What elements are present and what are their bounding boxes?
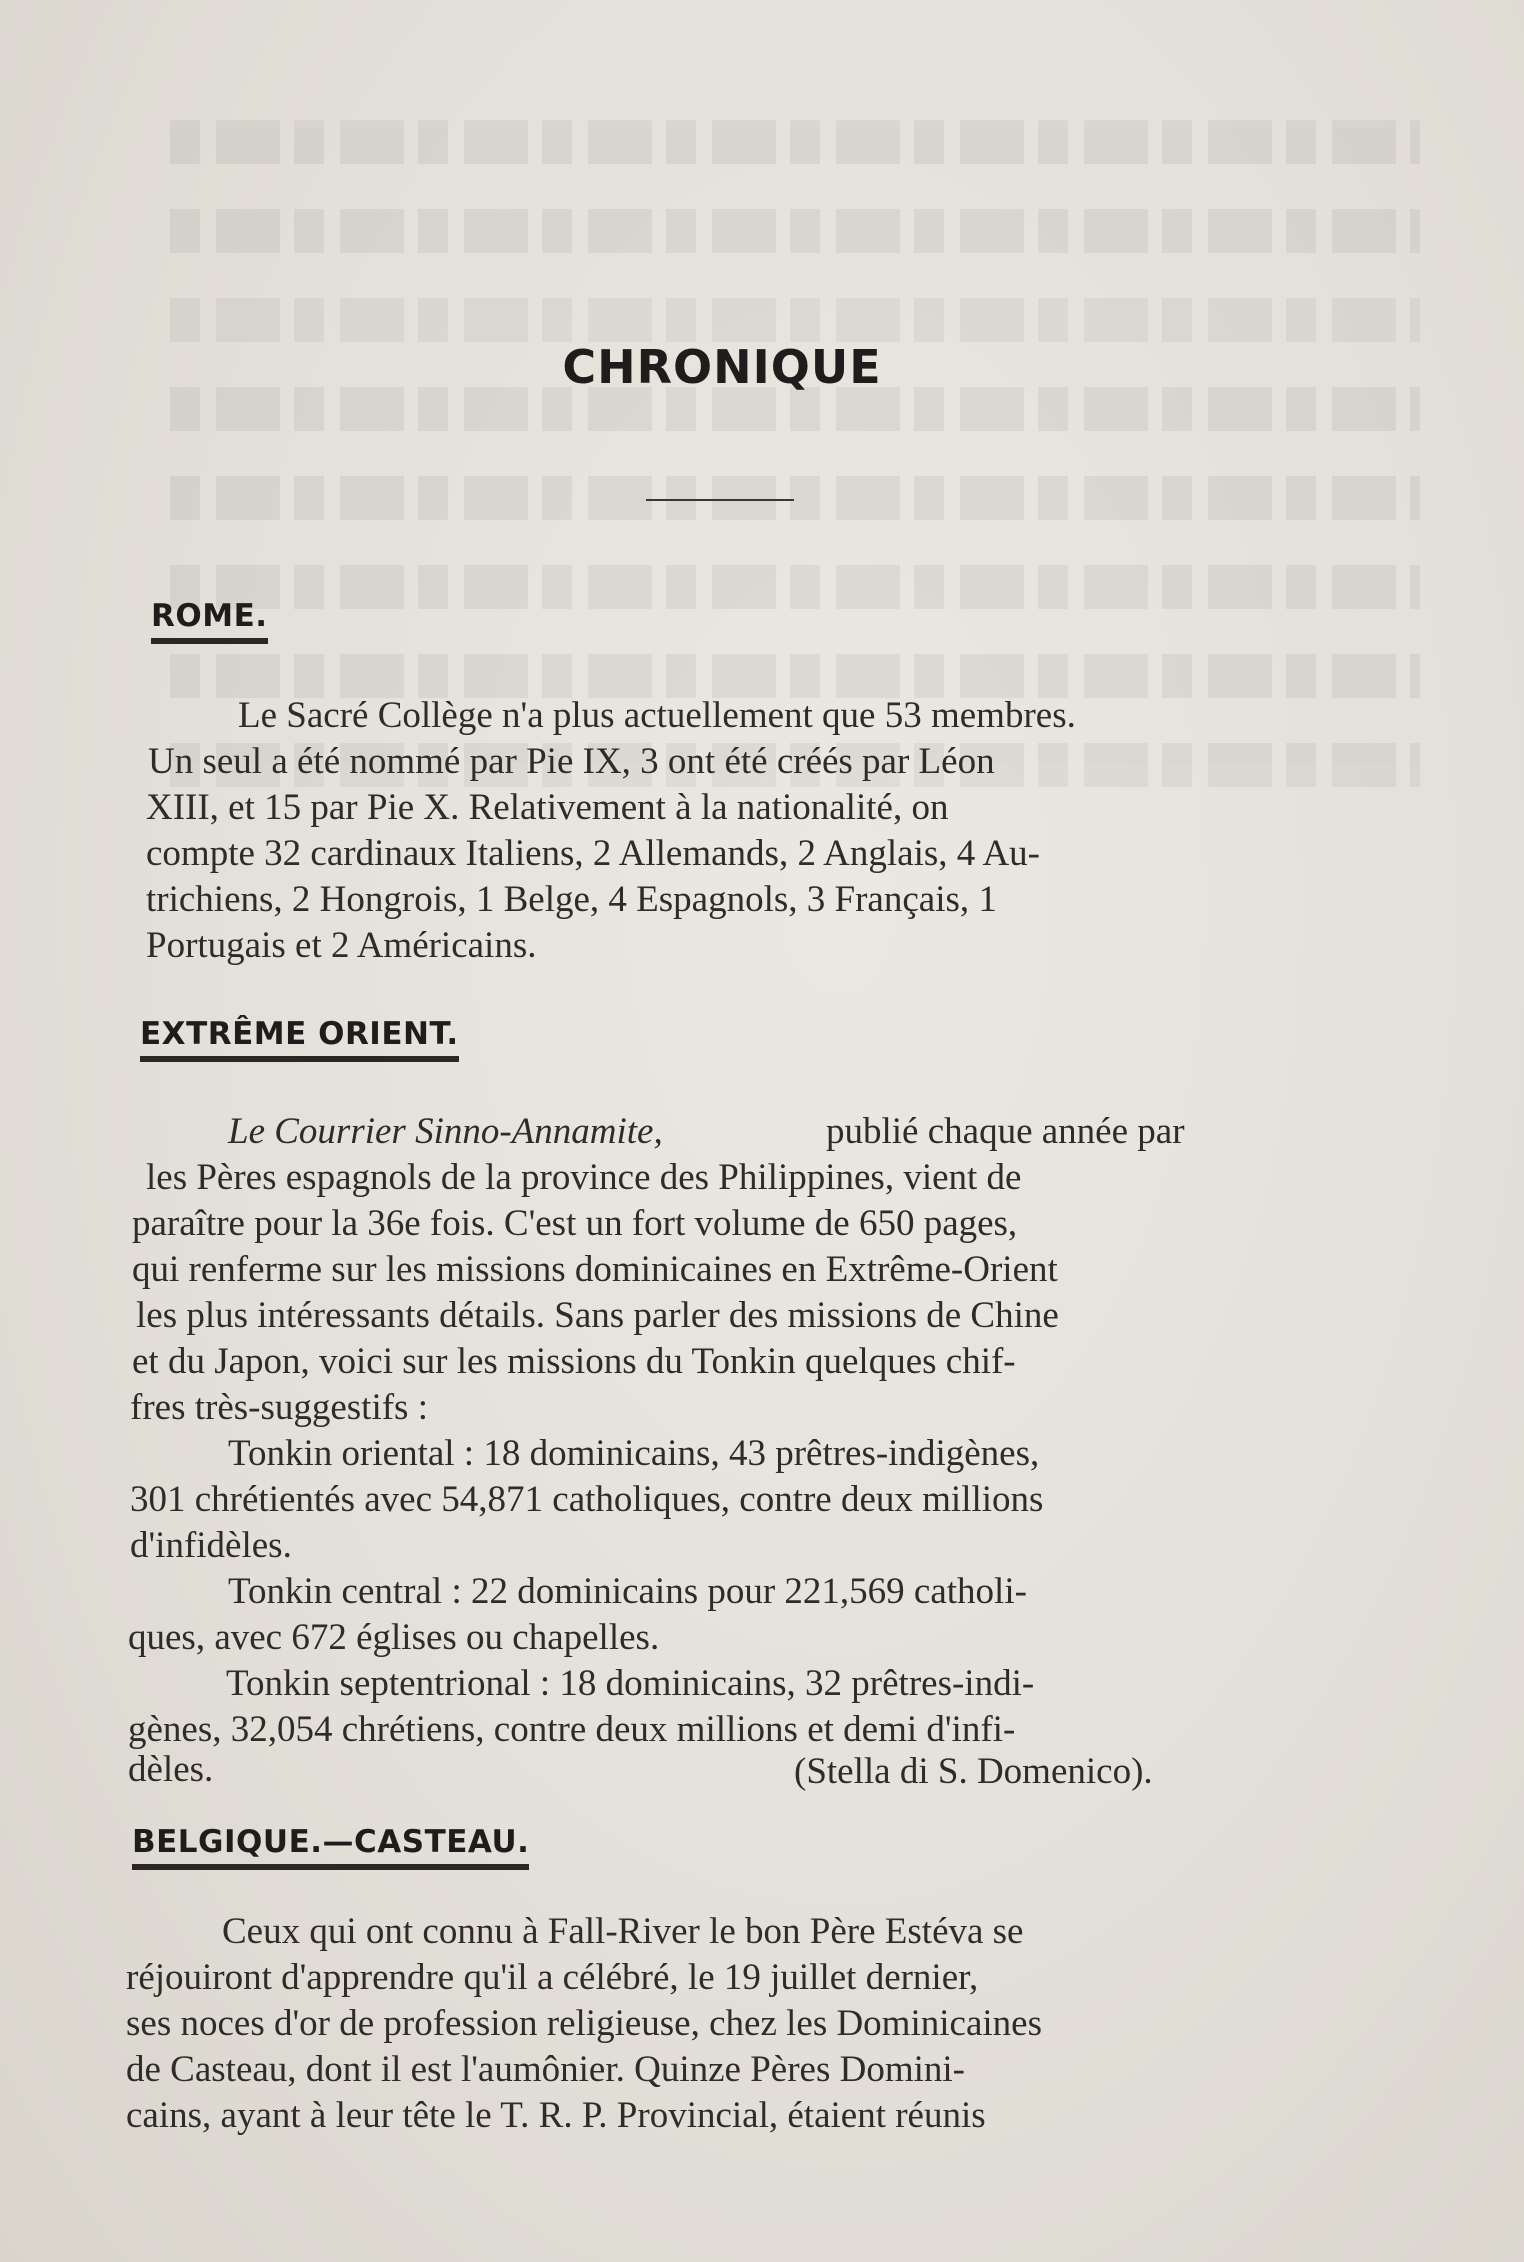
paragraph-line: publié chaque année par bbox=[826, 1111, 1185, 1152]
title-divider bbox=[646, 499, 794, 501]
paragraph-line: Ceux qui ont connu à Fall-River le bon Père Estéva se bbox=[222, 1911, 1024, 1952]
paragraph-line: fres très-suggestifs : bbox=[130, 1387, 428, 1428]
section-heading-rome-text: ROME. bbox=[151, 598, 268, 634]
paragraph-line: XIII, et 15 par Pie X. Relativement à la nationalité, on bbox=[146, 787, 949, 828]
paragraph-line: compte 32 cardinaux Italiens, 2 Allemands, 2 Anglais, 4 Au- bbox=[146, 833, 1040, 874]
paragraph-line: et du Japon, voici sur les missions du Tonkin quelques chif- bbox=[132, 1341, 1016, 1382]
paragraph-line: Un seul a été nommé par Pie IX, 3 ont été créés par Léon bbox=[148, 741, 995, 782]
page-title: CHRONIQUE bbox=[562, 340, 882, 394]
section-heading-belgique-casteau-text: BELGIQUE.—CASTEAU. bbox=[132, 1824, 530, 1860]
paragraph-line: dèles. bbox=[128, 1749, 214, 1790]
source-citation: (Stella di S. Domenico). bbox=[794, 1751, 1153, 1792]
heading-underline bbox=[132, 1864, 529, 1870]
publication-title: Le Courrier Sinno-Annamite, bbox=[228, 1111, 663, 1152]
paragraph-line: les Pères espagnols de la province des Philippines, vient de bbox=[146, 1157, 1022, 1198]
paragraph-line: de Casteau, dont il est l'aumônier. Quinze Pères Domini- bbox=[126, 2049, 965, 2090]
paragraph-line: Tonkin central : 22 dominicains pour 221,569 catholi- bbox=[228, 1571, 1027, 1612]
paragraph-line: les plus intéressants détails. Sans parler des missions de Chine bbox=[136, 1295, 1059, 1336]
paragraph-line: Le Sacré Collège n'a plus actuellement que 53 membres. bbox=[238, 695, 1076, 736]
heading-underline bbox=[151, 638, 268, 644]
paragraph-line: Tonkin septentrional : 18 dominicains, 32 prêtres-indi- bbox=[226, 1663, 1035, 1704]
paragraph-line: qui renferme sur les missions dominicaines en Extrême-Orient bbox=[132, 1249, 1058, 1290]
heading-underline bbox=[140, 1056, 459, 1062]
paragraph-line: d'infidèles. bbox=[130, 1525, 292, 1566]
paragraph-line: 301 chrétientés avec 54,871 catholiques, contre deux millions bbox=[130, 1479, 1044, 1520]
paragraph-line: paraître pour la 36e fois. C'est un fort volume de 650 pages, bbox=[132, 1203, 1018, 1244]
paragraph-line: trichiens, 2 Hongrois, 1 Belge, 4 Espagnols, 3 Français, 1 bbox=[146, 879, 997, 920]
paragraph-line: ses noces d'or de profession religieuse, chez les Dominicaines bbox=[126, 2003, 1042, 2044]
section-heading-extreme-orient bbox=[140, 1016, 459, 1062]
section-heading-rome bbox=[151, 598, 268, 644]
paragraph-line: cains, ayant à leur tête le T. R. P. Provincial, étaient réunis bbox=[126, 2095, 986, 2136]
paragraph-line: Tonkin oriental : 18 dominicains, 43 prêtres-indigènes, bbox=[228, 1433, 1040, 1474]
paragraph-line: gènes, 32,054 chrétiens, contre deux millions et demi d'infi- bbox=[128, 1709, 1016, 1750]
paragraph-line: ques, avec 672 églises ou chapelles. bbox=[128, 1617, 660, 1658]
paragraph-line: réjouiront d'apprendre qu'il a célébré, le 19 juillet dernier, bbox=[126, 1957, 979, 1998]
section-heading-belgique-casteau bbox=[132, 1824, 529, 1870]
paragraph-line: Portugais et 2 Américains. bbox=[146, 925, 537, 966]
section-heading-extreme-orient-text: EXTRÊME ORIENT. bbox=[140, 1016, 459, 1052]
